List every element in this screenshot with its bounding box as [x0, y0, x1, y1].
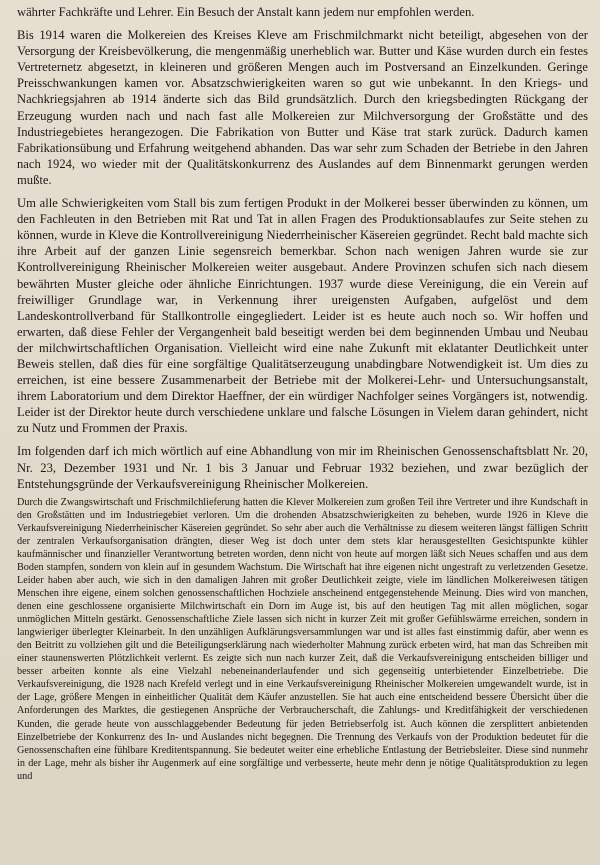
paragraph-kontrollvereinigung: Um alle Schwierigkeiten vom Stall bis zum fertigen Produkt in der Molkerei besser überwinden zu können, um den Fachleuten in den Betrieben mit Rat und Tat in allen Fragen des Produktionsablaufes zur Seite stehen zu können, wurde in Kleve die Kontrollvereinigung Niederrheinischer Käsereien gegründet. Recht bald machte sich ihre Arbeit auf der ganzen Linie segensreich bemerkbar. Schon nach wenigen Jahren wurde sie zur Kontrollvereinigung Rheinischer Molkereien weiter ausgebaut. Andere Provinzen schufen sich nach diesem bewährten Muster gleiche oder ähnliche Einrichtungen. 1937 wurde diese Vereinigung, die ein Verein auf freiwilliger Grundlage war, in Verkennung ihrer ureigensten Aufgaben, aufgelöst und dem Landeskontrollverband für Stallkontrolle eingegliedert. Leider ist es heute auch noch so. Wir hoffen und erwarten, daß diese Fehler der Vergangenheit bald beseitigt werden bei dem beginnenden Umbau und Neubau der milchwirtschaftlichen Organisation. Vielleicht wird eine nahe Zukunft mit eklatanter Deutlichkeit unter Beweis stellen, daß dies für eine sorgfältige Qualitätserzeugung unabdingbare Notwendigkeit ist. Um dies zu erreichen, ist eine bessere Zusammenarbeit der Betriebe mit der Molkerei-Lehr- und Untersuchungsanstalt, ihrem Laboratorium und dem Direktor Haeffner, der ein würdiger Nachfolger seines Vorgängers ist, notwendig. Leider ist der Direktor heute durch verschiedene unklare und falsche Lösungen in Vielem daran gehindert, nicht zu Nutz und Frommen der Praxis.: [17, 196, 588, 436]
quoted-passage: Durch die Zwangswirtschaft und Frischmilchlieferung hatten die Klever Molkereien zum großen Teil ihre Vertreter und ihre Kundschaft in den Großstätten und im Industriegebiet verloren. Um die drohenden Absatzschwierigkeiten zu beheben, wurde 1926 in Kleve die Verkaufsvereinigung Niederrheinischer Käsereien gegründet. So sehr aber auch die Verhältnisse zu diesem weiteren längst fälligen Schritt der zentralen Verkaufsorganisation drängten, dieser Weg ist doch unter dem stets klar herausgestellten Gesichtspunkte kühler kaufmännischer und finanzieller Verantwortung betreten worden, denn nicht von heute auf morgen läßt sich Neues schaffen und aus dem Boden stampfen, sondern von klein auf in gesundem Wachstum. Die Wirtschaft hat ihre eigenen nicht ungestraft zu verletzenden Gesetze. Leider haben aber auch, wie sich in den damaligen Jahren mit großer Deutlichkeit zeigte, viele im ländlichen Molkereiwesen tätigen Menschen ihre eigene, einem solchen genossenschaftlichen Hochziele anscheinend entgegenstehende Meinung. Dies wird von manchen, denen eine geschlossene organisierte Milchwirtschaft ein Dorn im Auge ist, bis auf den heutigen Tag mit allen möglichen, sogar unmöglichen Mitteln gestärkt. Genossenschaftliche Ziele lassen sich nicht in kurzer Zeit mit großer Gefühlswärme erreichen, sondern in langwieriger überlegter Kleinarbeit. In den unzähligen Aufklärungsversammlungen war und ist alles fast einstimmig dafür, aber wenn es den Beitritt zu vollziehen gilt und die Beteiligungserklärung nach wiederholter Mahnung zurück erbeten wird, hat man das Schreiben mit einer staunenswerten Plötzlichkeit verlernt. Es zeigte sich nun nach kurzer Zeit, daß die Verkaufsvereinigung entscheiden billiger und besser arbeiten konnte als eine Vielzahl nebeneinanderlaufender und sich gegenseitig unterbietender Einzelbetriebe. Die Verkaufsvereinigung, die 1928 nach Krefeld verlegt und in eine Verkaufsvereinigung Rheinischer Molkereien umgewandelt wurde, ist in der Lage, größere Mengen in einheitlicher Qualität dem Käufer anzustellen. Sie hat auch eine entscheidend bessere Übersicht über die Anforderungen des Marktes, die gestiegenen Ansprüche der Verbraucherschaft, die Zahlungs- und Kreditfähigkeit der verschiedenen Kunden, die gerade heute von ausschlaggebender Bedeutung für jeden Betriebserfolg ist. Auch können die zersplittert anbietenden Einzelbetriebe der Konkurrenz des In- und Auslandes nicht begegnen. Die Trennung des Verkaufs von der Produktion bedeutet für die Genossenschaften eine fühlbare Kreditentspannung. Sie bedeutet weiter eine erhebliche Entlastung der Betriebsleiter. Diese sind nunmehr in der Lage, mehr als bisher ihr Augenmerk auf eine sorgfältige und verbesserte, heute mehr denn je nötige Qualitätsproduktion zu legen und: [17, 496, 588, 782]
paragraph-abhandlung-reference: Im folgenden darf ich mich wörtlich auf eine Abhandlung von mir im Rheinischen Genossenschaftsblatt Nr. 20, Nr. 23, Dezember 1931 und Nr. 1 bis 3 Januar und Februar 1932 beziehen, und zwar bezüglich der Entstehungsgründe der Verkaufsvereinigung Rheinischer Molkereien.: [17, 444, 588, 491]
paragraph-history-1914: Bis 1914 waren die Molkereien des Kreises Kleve am Frischmilchmarkt nicht beteiligt, abgesehen von der Versorgung der Kreisbevölkerung, die mengenmäßig unerheblich war. Butter und Käse wurden durch ein festes Vertreternetz abgesetzt, in kleineren und größeren Mengen auch im Postversand an Einzelkunden. Geringe Preisschwankungen kamen vor. Absatzschwierigkeiten waren so gut wie unbekannt. In den Kriegs- und Nachkriegsjahren ab 1914 änderte sich das Bild grundsätzlich. Durch den kriegsbedingten Rückgang der Erzeugung wurden nach und nach fast alle Molkereien zur Milchversorgung der Großstätte und des Industriegebietes herangezogen. Die Fabrikation von Butter und Käse trat stark zurück. Dadurch kamen Fabrikationsübung und Erfahrung weitgehend abhanden. Das war sehr zum Schaden der Betriebe in den Jahren nach 1924, wo wieder mit der Qualitätskonkurrenz des Auslandes auf dem Binnenmarkt gerungen werden mußte.: [17, 28, 588, 187]
paragraph-intro-fragment: währter Fachkräfte und Lehrer. Ein Besuch der Anstalt kann jedem nur empfohlen werden.: [17, 5, 475, 19]
